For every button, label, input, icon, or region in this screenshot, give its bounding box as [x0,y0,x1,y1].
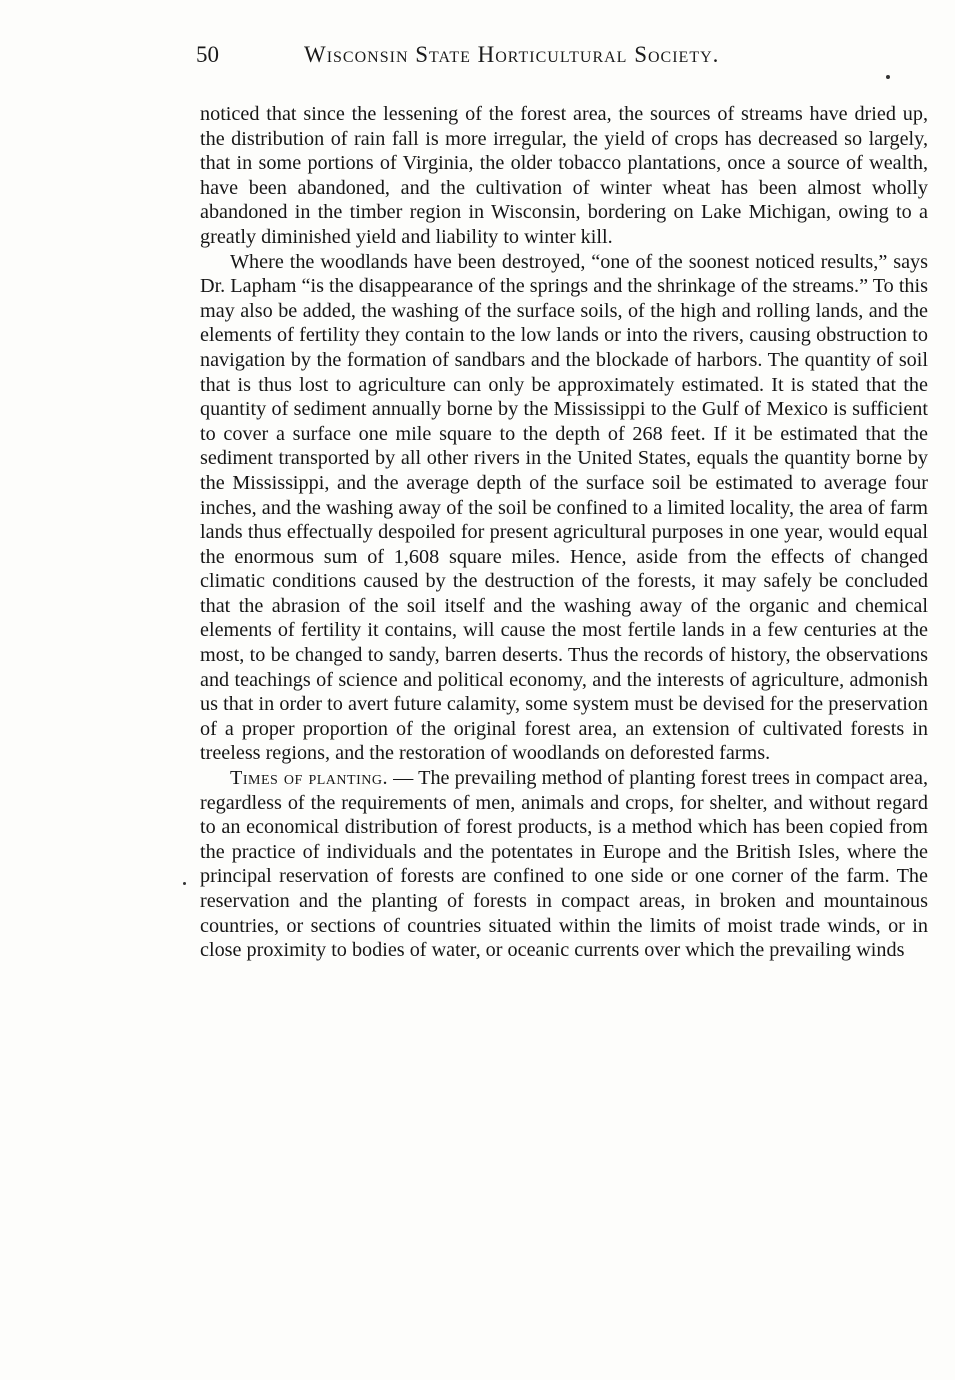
paragraph-continued: noticed that since the lessening of the forest area, the sources of streams have dried up, the distribution of rain fall is more irregular, the yield of crops has decreased so largely, that in some portions of Virginia, the older tobacco plantations, once a source of wealth, have been abandoned, and the cultivation of winter wheat has been almost wholly abandoned in the timber region in Wisconsin, bordering on Lake Michigan, owing to a greatly diminished yield and liability to winter kill. [200,103,928,248]
running-title: Wisconsin State Horticultural Society. [304,42,720,67]
body-text [200,102,928,963]
section-heading: Times of planting. [230,767,389,790]
page-number: 50 [196,42,219,67]
stray-ink-mark [183,882,186,885]
paragraph-woodlands: Where the woodlands have been destroyed, “one of the soonest noticed results,” says Dr. Lapham “is the disappearance of the springs and the shrinkage of the streams.” To this may also be added, the washing of the surface soils, of the high and rolling lands, and the elements of fertility they contain to the low lands or into the rivers, causing obstruction to navigation by the formation of sandbars and the blockade of harbors. The quantity of soil that is thus lost to agriculture can only be approximately estimated. It is stated that the quantity of sediment annually borne by the Mississippi to the Gulf of Mexico is sufficient to cover a surface one mile square to the depth of 268 feet. If it be estimated that the sediment transported by all other rivers in the United States, equals the quantity borne by the Mississippi, and the average depth of the surface soil be estimated to average four inches, and the washing away of the soil be confined to a limited locality, the area of farm lands thus effectually despoiled for present agricultural purposes in one year, would equal the enormous sum of 1,608 square miles. Hence, aside from the effects of changed climatic conditions caused by the destruction of the forests, it may safely be concluded that the abrasion of the soil itself and the washing away of the organic and chemical elements of fertility it contains, will cause the most fertile lands in a few centuries at the most, to be changed to sandy, barren deserts. Thus the records of history, the observations and teachings of science and political economy, and the interests of agriculture, admonish us that in order to avert future calamity, some system must be devised for the preservation of a proper proportion of the original forest area, an extension of cultivated forests in treeless regions, and the restoration of woodlands on deforested farms. [200,250,928,765]
page-header [196,42,816,76]
paragraph-times-of-planting [200,766,928,963]
paragraph-times-of-planting-text: — The prevailing method of planting forest trees in compact area, regardless of the requirements of men, animals and crops, for shelter, and without regard to an economical distribution of forest products, is a method which has been copied from the practice of individuals and the potentates in Europe and the British Isles, where the principal reservation of forests are confined to one side or one corner of the farm. The reservation and the planting of forests in compact areas, in broken and mountainous countries, or sections of countries situated within the limits of moist trade winds, or in close proximity to bodies of water, or oceanic currents over which the prevailing winds [200,767,929,962]
stray-ink-mark [886,75,890,79]
